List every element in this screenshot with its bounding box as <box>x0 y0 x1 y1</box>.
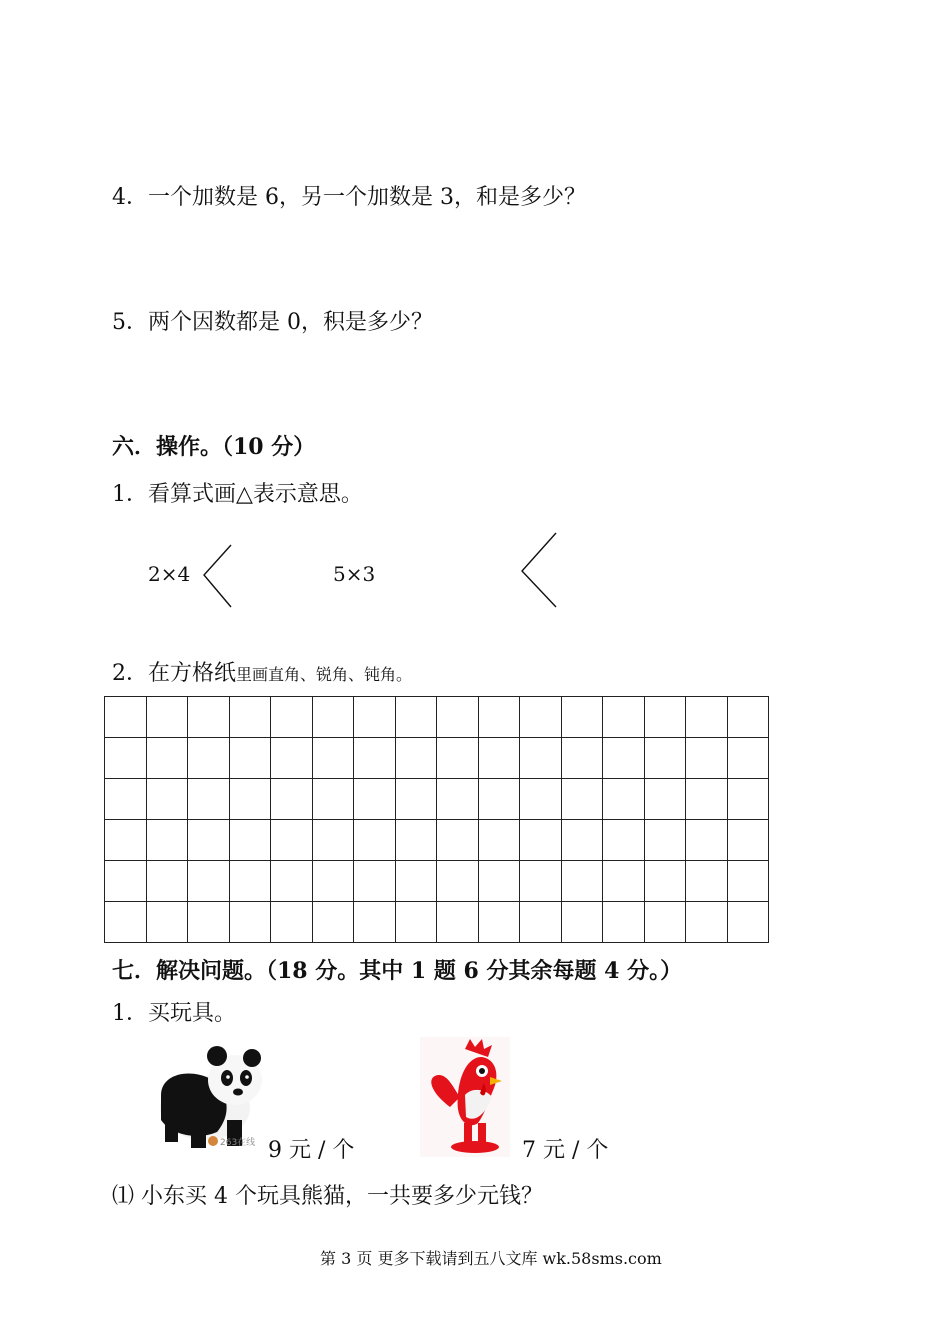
grid-row <box>105 861 769 902</box>
grid-cell <box>229 820 271 861</box>
grid-cell <box>354 779 396 820</box>
item-2-small-text: 里画直角、锐角、钝角。 <box>236 665 413 684</box>
question-5: 5．两个因数都是 0，积是多少？ <box>112 310 433 335</box>
grid-cell <box>437 738 479 779</box>
grid-cell <box>271 820 313 861</box>
grid-cell <box>395 902 437 943</box>
grid-cell <box>354 902 396 943</box>
grid-cell <box>727 779 769 820</box>
grid-cell <box>644 902 686 943</box>
grid-cell <box>229 861 271 902</box>
grid-cell <box>561 820 603 861</box>
grid-cell <box>271 861 313 902</box>
grid-cell <box>686 861 728 902</box>
grid-cell <box>105 820 147 861</box>
grid-cell <box>478 861 520 902</box>
grid-cell <box>686 738 728 779</box>
grid-cell <box>561 779 603 820</box>
grid-cell <box>395 697 437 738</box>
grid-cell <box>603 861 645 902</box>
grid-cell <box>437 861 479 902</box>
grid-cell <box>105 902 147 943</box>
panda-price: 9 元 / 个 <box>268 1138 355 1163</box>
grid-cell <box>520 902 562 943</box>
grid-cell <box>105 697 147 738</box>
grid-cell <box>520 697 562 738</box>
item-2-main-text: 2．在方格纸 <box>112 661 236 686</box>
grid-cell <box>271 902 313 943</box>
grid-cell <box>520 820 562 861</box>
grid-cell <box>520 861 562 902</box>
question-4: 4．一个加数是 6，另一个加数是 3，和是多少？ <box>112 185 586 210</box>
grid-cell <box>686 820 728 861</box>
grid-cell <box>229 738 271 779</box>
panda-watermark: 263在线 <box>220 1138 256 1148</box>
grid-cell <box>686 902 728 943</box>
grid-cell <box>727 861 769 902</box>
grid-cell <box>686 697 728 738</box>
grid-cell <box>354 697 396 738</box>
grid-cell <box>354 861 396 902</box>
grid-cell <box>312 697 354 738</box>
section-6-item-2 <box>112 656 412 687</box>
grid-cell <box>146 697 188 738</box>
grid-cell <box>603 738 645 779</box>
grid-cell <box>561 902 603 943</box>
grid-cell <box>478 902 520 943</box>
rooster-toy-icon <box>420 1037 510 1157</box>
grid-cell <box>229 779 271 820</box>
grid-cell <box>395 820 437 861</box>
grid-cell <box>727 697 769 738</box>
grid-cell <box>520 738 562 779</box>
grid-cell <box>561 861 603 902</box>
section-7-item-1: 1．买玩具。 <box>112 1001 236 1026</box>
bracket-1 <box>200 542 240 612</box>
grid-cell <box>603 697 645 738</box>
grid-cell <box>686 779 728 820</box>
grid-cell <box>271 697 313 738</box>
grid-cell <box>478 779 520 820</box>
expression-5x3: 5×3 <box>333 562 376 586</box>
grid-cell <box>146 820 188 861</box>
page-footer: 第 3 页 更多下载请到五八文库 wk.58sms.com <box>320 1249 662 1268</box>
grid-row <box>105 820 769 861</box>
grid-cell <box>271 738 313 779</box>
grid-cell <box>561 697 603 738</box>
grid-cell <box>520 779 562 820</box>
bracket-2 <box>518 530 562 610</box>
grid-cell <box>437 902 479 943</box>
grid-cell <box>437 779 479 820</box>
grid-cell <box>644 738 686 779</box>
square-grid <box>104 696 769 943</box>
grid-cell <box>312 820 354 861</box>
grid-cell <box>312 779 354 820</box>
grid-cell <box>478 738 520 779</box>
grid-cell <box>644 861 686 902</box>
grid-cell <box>188 779 230 820</box>
grid-cell <box>312 902 354 943</box>
grid-cell <box>105 779 147 820</box>
grid-cell <box>188 820 230 861</box>
grid-cell <box>727 902 769 943</box>
grid-cell <box>354 820 396 861</box>
grid-cell <box>271 779 313 820</box>
grid-cell <box>146 902 188 943</box>
expression-2x4: 2×4 <box>148 562 191 586</box>
grid-cell <box>478 820 520 861</box>
grid-cell <box>644 779 686 820</box>
grid-cell <box>727 738 769 779</box>
grid-cell <box>188 902 230 943</box>
grid-row <box>105 697 769 738</box>
grid-cell <box>644 697 686 738</box>
grid-cell <box>105 738 147 779</box>
section-6-title: 六．操作。（10 分） <box>112 434 316 460</box>
grid-row <box>105 738 769 779</box>
grid-cell <box>395 738 437 779</box>
grid-cell <box>146 861 188 902</box>
grid-cell <box>229 902 271 943</box>
grid-cell <box>478 697 520 738</box>
section-6-item-1: 1．看算式画△表示意思。 <box>112 482 363 507</box>
panda-toy-icon <box>147 1040 272 1155</box>
grid-cell <box>437 820 479 861</box>
grid-cell <box>395 779 437 820</box>
grid-cell <box>146 738 188 779</box>
grid-cell <box>561 738 603 779</box>
grid-cell <box>105 861 147 902</box>
grid-cell <box>603 820 645 861</box>
grid-cell <box>354 738 396 779</box>
grid-cell <box>146 779 188 820</box>
section-7-title: 七．解决问题。（18 分。其中 1 题 6 分其余每题 4 分。） <box>112 958 683 984</box>
grid-cell <box>312 738 354 779</box>
grid-row <box>105 779 769 820</box>
grid-cell <box>188 738 230 779</box>
grid-cell <box>188 861 230 902</box>
grid-row <box>105 902 769 943</box>
grid-cell <box>395 861 437 902</box>
grid-cell <box>312 861 354 902</box>
grid-cell <box>188 697 230 738</box>
sub-question-1: ⑴ 小东买 4 个玩具熊猫，一共要多少元钱？ <box>112 1184 543 1209</box>
grid-cell <box>603 779 645 820</box>
grid-cell <box>727 820 769 861</box>
grid-cell <box>603 902 645 943</box>
grid-cell <box>229 697 271 738</box>
grid-cell <box>644 820 686 861</box>
grid-cell <box>437 697 479 738</box>
rooster-price: 7 元 / 个 <box>522 1138 609 1163</box>
